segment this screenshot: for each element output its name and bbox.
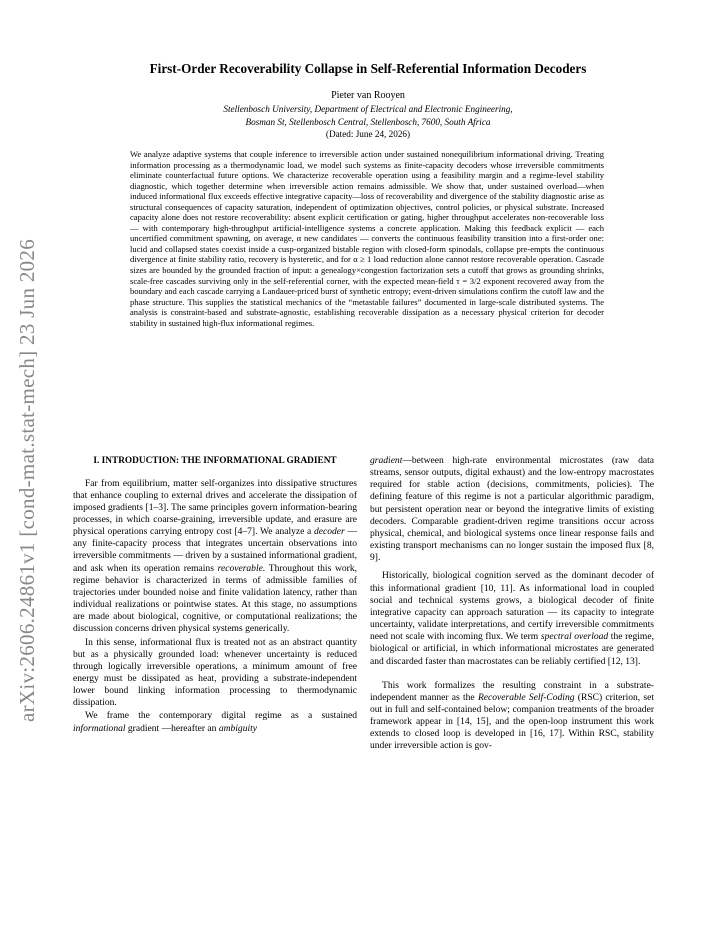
paper-page: [68, 0, 668, 932]
left-column: [73, 455, 357, 735]
intro-paragraph-1: Far from equilibrium, matter self-organizes into dissipative structures that enhance coupling to external drives and accelerate the dissipation of imposed gradients [1–3]. The same principles govern information-bearing processes, in which coarse-graining, irreversible update, and erasure are physical operations carrying entropy cost [4–7]. We analyze a decoder — any finite-capacity process that integrates uncertain observations into irreversible commitments — driven by a sustained informational gradient, and ask when its operation remains recoverable. Throughout this work, regime behavior is characterized in terms of admissible families of trajectories under bounded noise and finite validation latency, rather than individual realizations or pointwise states. At this stage, no assumptions are made about biological, cognitive, or computational realizations; the discussion concerns driven physical systems generically.: [73, 477, 357, 635]
abstract: We analyze adaptive systems that couple inference to irreversible action under sustained nonequilibrium informational driving. Treating information processing as a thermodynamic load, we model such systems as finite-capacity decoders whose irreversible commitments eliminate counterfactual future options. We characterize recoverable operation using a feasibility margin and a regime-level stability diagnostic, which together determine when irreversible action remains admissible. We show that, under sustained overload—when induced informational flux exceeds effective integrative capacity—loss of recoverability and divergence of the stability diagnostic arise as structural consequences of capacity saturation, independent of optimization objectives, control policies, or physical substrate. Increased capacity alone does not restore recoverability: absent explicit certification or gating, higher throughput accelerates non-recoverable loss — with contemporary high-throughput artificial-intelligence systems a concrete application. Making this feedback explicit — each uncertified commitment spawning, on average, α new candidates — converts the continuous feasibility transition into a first-order one: lucid and collapsed states coexist inside a cusp-organized bistable region with closed-form spinodals, collapse pre-empts the continuous divergence at finite stability ratio, recovery is hysteretic, and for α ≥ 1 load reduction alone cannot restore recoverable operation. Cascade sizes are bounded by the grounded fraction of input: a genealogy×congestion factorization sets a cutoff that grows as grounding shrinks, scale-free cascades surviving only in the self-referential corner, with the expected mean-field τ = 3/2 exponent recovered away from the boundary and each cascade carrying a Landauer-priced burst of synthetic entropy; event-driven simulations confirm the cutoff law and the phase structure. This supplies the statistical mechanics of the “metastable failures” documented in large-scale distributed systems. The analysis is constraint-based and substrate-agnostic, establishing recoverable dissipation as a necessary physical criterion for decoder stability in sustained high-flux informational regimes.: [130, 149, 604, 328]
emphasis-decoder: decoder: [314, 526, 345, 538]
intro-paragraph-3: We frame the contemporary digital regime as a sustained informational gradient —hereafter an ambiguity: [73, 710, 357, 734]
section-heading: I. INTRODUCTION: THE INFORMATIONAL GRADIENT: [93, 456, 337, 466]
paper-title: First-Order Recoverability Collapse in Self-Referential Information Decoders: [149, 61, 587, 76]
intro-paragraph-4: Historically, biological cognition served as the dominant decoder of this informational gradient [10, 11]. As informational load in coupled social and technical systems grows, a biological decoder of finite integrative capacity can approach saturation — its capacity to integrate uncertainty, validate interpretations, and certify irreversible commitments need not scale with incoming flux. We term spectral overload the regime, biological or artificial, in which informational microstates are generated and discarded faster than macrostates can be reliably certified [12, 13].: [370, 570, 654, 667]
emphasis-informational: informational: [73, 722, 126, 734]
arxiv-sidebar: [10, 200, 46, 760]
intro-paragraph-3-continued: gradient—between high-rate environmental microstates (raw data streams, sensor outputs, digital exhaust) and the low-entropy macrostates required for stable action (decisions, commitments, policies). The defining feature of this regime is not a particular algorithmic paradigm, but persistent operation near or beyond the integrative limits of existing decoders. Comparable gradient-driven regime transitions occur across physical, chemical, and biological systems once linear response fails and existing transport mechanisms can no longer sustain the imposed flux [8, 9].: [370, 455, 654, 564]
emphasis-rsc: Recoverable Self-Coding: [477, 691, 575, 703]
emphasis-recoverable: recoverable.: [217, 562, 266, 574]
intro-paragraph-5: This work formalizes the resulting constraint in a substrate-independent manner as the Recoverable Self-Coding (RSC) criterion, set out in full and self-contained below; companion treatments of the broader framework appear in [14, 15], and the open-loop instrument this work extends to closed loop is developed in [16, 17]. Within RSC, stability under irreversible action is gov-: [370, 679, 655, 752]
emphasis-gradient: gradient: [370, 455, 403, 466]
paper-date: (Dated: June 24, 2026): [325, 129, 411, 139]
affiliation-line-1: Stellenbosch University, Department of Electrical and Electronic Engineering,: [223, 104, 513, 114]
affiliation-line-2: Bosman St, Stellenbosch Central, Stellenbosch, 7600, South Africa: [245, 117, 491, 127]
author-name: Pieter van Rooyen: [331, 90, 405, 101]
right-column: [370, 455, 654, 753]
emphasis-ambiguity: ambiguity: [218, 722, 258, 734]
intro-paragraph-2: In this sense, informational flux is treated not as an abstract quantity but as a physically grounded load: whenever uncertainty is reduced through logically irreversible operations, a minimum amount of free energy must be dissipated as heat, providing a substrate-independent lower bound linking information processing to thermodynamic dissipation.: [73, 636, 357, 709]
arxiv-identifier: arXiv:2606.24861v1 [cond-mat.stat-mech] 23 Jun 2026: [15, 238, 40, 722]
emphasis-spectral-overload: spectral overload: [540, 631, 609, 643]
